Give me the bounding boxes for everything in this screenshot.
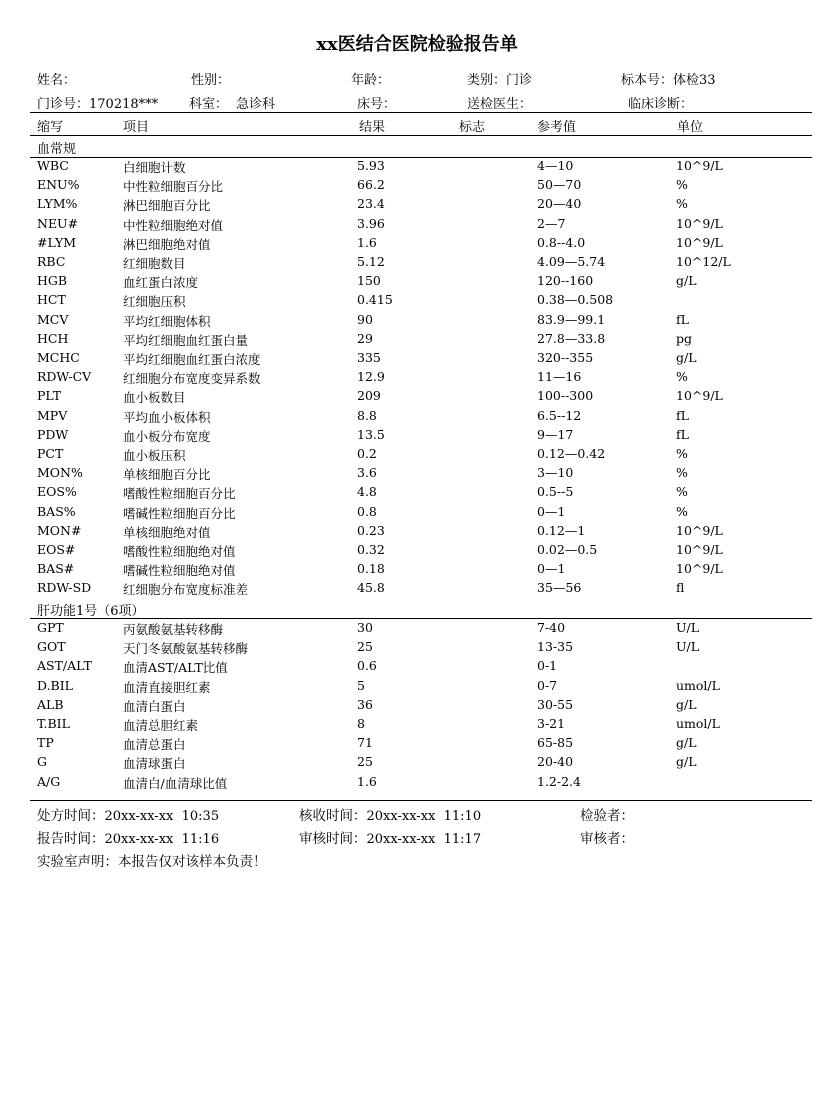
outpatient-no-label: 门诊号： xyxy=(37,97,90,112)
cell-result: 25 xyxy=(357,639,373,655)
bed-no-label: 床号： xyxy=(357,97,397,112)
table-row xyxy=(0,542,834,561)
cell-unit: % xyxy=(676,484,688,500)
review-time xyxy=(299,827,481,847)
cell-ref: 13-35 xyxy=(537,639,574,655)
cell-unit: % xyxy=(676,446,688,461)
footer-divider xyxy=(30,800,812,801)
col-header-name: 项目 xyxy=(123,120,150,135)
gender-field xyxy=(191,69,230,88)
cell-unit: % xyxy=(676,465,688,481)
receive-time-value: 20xx-xx-xx 11:10 xyxy=(366,809,482,824)
cell-name: 血红蛋白浓度 xyxy=(123,275,199,291)
cell-ref: 3—10 xyxy=(537,465,574,481)
table-row xyxy=(0,580,834,599)
cell-ref: 0.38—0.508 xyxy=(537,292,614,308)
cell-result: 0.32 xyxy=(357,542,385,557)
review-time-value: 20xx-xx-xx 11:17 xyxy=(366,832,482,847)
cell-name: 淋巴细胞绝对值 xyxy=(123,236,211,252)
cell-result: 209 xyxy=(357,388,381,404)
table-row xyxy=(0,678,834,697)
cell-code: HCT xyxy=(37,292,66,308)
bed-no-field xyxy=(357,93,396,112)
prescribe-time-value: 20xx-xx-xx 10:35 xyxy=(104,809,220,824)
cell-ref: 9—17 xyxy=(537,426,574,442)
table-row xyxy=(0,388,834,407)
cell-ref: 0-1 xyxy=(537,658,558,674)
col-header-flag: 标志 xyxy=(459,120,486,135)
cell-code: MON# xyxy=(37,522,82,538)
cell-code: G xyxy=(37,754,47,770)
cell-name: 红细胞分布宽度变异系数 xyxy=(123,371,261,387)
cell-name: 嗜酸性粒细胞百分比 xyxy=(123,486,236,502)
cell-ref: 0.8--4.0 xyxy=(537,234,586,250)
cell-code: A/G xyxy=(37,773,61,789)
cell-code: EOS# xyxy=(37,542,76,557)
cell-name: 血清白/血清球比值 xyxy=(123,775,228,791)
col-header-code: 缩写 xyxy=(37,120,64,135)
cell-unit: 10^9/L xyxy=(676,158,723,173)
column-header-divider xyxy=(30,135,812,136)
cell-code: RBC xyxy=(37,254,66,269)
cell-result: 150 xyxy=(357,273,381,289)
cell-unit: % xyxy=(676,503,688,519)
cell-unit: 10^9/L xyxy=(676,561,723,577)
cell-code: WBC xyxy=(37,158,69,173)
table-row xyxy=(0,350,834,369)
table-row xyxy=(0,697,834,716)
cell-name: 单核细胞百分比 xyxy=(123,467,211,483)
cell-unit: fL xyxy=(676,426,689,442)
cell-code: GOT xyxy=(37,639,66,655)
department-field xyxy=(189,93,275,112)
cell-unit: g/L xyxy=(676,754,697,770)
cell-unit: % xyxy=(676,369,688,385)
cell-code: PLT xyxy=(37,388,62,404)
category-label: 类别： xyxy=(467,73,507,88)
cell-name: 单核细胞绝对值 xyxy=(123,524,211,540)
cell-ref: 1.2-2.4 xyxy=(537,773,581,789)
cell-name: 血小板分布宽度 xyxy=(123,428,211,444)
cell-name: 血清AST/ALT比值 xyxy=(123,660,228,676)
cell-name: 中性粒细胞百分比 xyxy=(123,179,224,195)
specimen-value: 体检33 xyxy=(673,73,716,88)
cell-code: LYM% xyxy=(37,196,78,212)
cell-unit: 10^9/L xyxy=(676,522,723,538)
cell-unit: 10^9/L xyxy=(676,215,723,231)
cell-unit: g/L xyxy=(676,273,697,289)
cell-result: 12.9 xyxy=(357,369,385,385)
cell-unit: g/L xyxy=(676,696,697,712)
prescribe-time-label: 处方时间： xyxy=(37,808,105,824)
cell-unit: % xyxy=(676,196,688,212)
cell-code: PCT xyxy=(37,446,64,461)
cell-unit: U/L xyxy=(676,620,700,635)
cell-name: 天门冬氨酸氨基转移酶 xyxy=(123,641,249,657)
table-row xyxy=(0,754,834,773)
cell-unit: umol/L xyxy=(676,716,720,731)
cell-name: 平均红细胞血红蛋白浓度 xyxy=(123,352,261,367)
cell-ref: 120--160 xyxy=(537,273,594,289)
cell-result: 1.6 xyxy=(357,234,377,250)
col-header-ref: 参考值 xyxy=(537,120,577,135)
cell-result: 30 xyxy=(357,620,373,635)
cell-ref: 20-40 xyxy=(537,754,574,770)
prescribe-time xyxy=(37,804,219,824)
cell-name: 白细胞计数 xyxy=(123,160,186,175)
cell-ref: 7-40 xyxy=(537,620,566,635)
cell-ref: 4.09—5.74 xyxy=(537,254,606,269)
cell-result: 4.8 xyxy=(357,484,377,500)
cell-result: 5 xyxy=(357,677,365,693)
table-row xyxy=(0,716,834,735)
cell-unit: umol/L xyxy=(676,677,720,693)
department-value: 急诊科 xyxy=(236,97,276,112)
cell-code: MCHC xyxy=(37,350,80,365)
cell-unit: g/L xyxy=(676,350,697,365)
report-time-label: 报告时间： xyxy=(37,831,105,847)
cell-result: 36 xyxy=(357,696,373,712)
col-header-result: 结果 xyxy=(359,120,386,135)
cell-code: MPV xyxy=(37,407,68,423)
cell-code: ENU% xyxy=(37,177,80,193)
table-row xyxy=(0,235,834,254)
report-time xyxy=(37,827,219,847)
cell-unit: pg xyxy=(676,330,693,346)
cell-ref: 20—40 xyxy=(537,196,582,212)
cell-ref: 0.02—0.5 xyxy=(537,542,598,557)
report-title: xx医结合医院检验报告单 xyxy=(316,34,518,55)
cell-ref: 6.5--12 xyxy=(537,407,582,423)
table-row xyxy=(0,312,834,331)
cell-ref: 11—16 xyxy=(537,369,582,385)
specimen-field xyxy=(621,69,716,88)
cell-name: 淋巴细胞百分比 xyxy=(123,198,211,214)
cell-ref: 50—70 xyxy=(537,177,582,193)
cell-ref: 4—10 xyxy=(537,158,574,173)
cell-code: #LYM xyxy=(37,234,77,250)
cell-name: 血清白蛋白 xyxy=(123,698,186,714)
table-row xyxy=(0,504,834,523)
cell-ref: 0-7 xyxy=(537,677,558,693)
header-divider xyxy=(30,112,812,113)
cell-ref: 35—56 xyxy=(537,580,582,596)
cell-name: 血清球蛋白 xyxy=(123,756,186,772)
cell-name: 平均红细胞血红蛋白量 xyxy=(123,332,249,348)
cell-code: MON% xyxy=(37,465,83,481)
age-label: 年龄： xyxy=(351,73,391,88)
cell-code: D.BIL xyxy=(37,677,73,693)
name-label: 姓名： xyxy=(37,73,77,88)
cell-ref: 3-21 xyxy=(537,716,566,731)
table-row xyxy=(0,620,834,639)
table-row xyxy=(0,427,834,446)
outpatient-no-value: 170218*** xyxy=(89,97,159,112)
table-row xyxy=(0,292,834,311)
table-row xyxy=(0,254,834,273)
cell-result: 0.8 xyxy=(357,503,377,519)
cell-name: 红细胞数目 xyxy=(123,256,186,271)
cell-result: 0.2 xyxy=(357,446,377,461)
lab-statement: 实验室声明：本报告仅对该样本负责！ xyxy=(37,854,267,870)
cell-name: 丙氨酸氨基转移酶 xyxy=(123,622,224,637)
table-row xyxy=(0,196,834,215)
cell-result: 0.6 xyxy=(357,658,377,674)
section-divider xyxy=(30,618,812,619)
cell-result: 0.415 xyxy=(357,292,393,308)
cell-code: GPT xyxy=(37,620,64,635)
cell-code: T.BIL xyxy=(37,716,70,731)
report-time-value: 20xx-xx-xx 11:16 xyxy=(104,832,220,847)
cell-ref: 320--355 xyxy=(537,350,594,365)
cell-code: RDW-SD xyxy=(37,580,92,596)
table-row xyxy=(0,484,834,503)
cell-name: 血小板数目 xyxy=(123,390,186,406)
cell-result: 0.23 xyxy=(357,522,385,538)
cell-name: 血清总蛋白 xyxy=(123,737,186,753)
cell-code: ALB xyxy=(37,696,64,712)
cell-unit: g/L xyxy=(676,735,697,751)
table-row xyxy=(0,408,834,427)
tester-label: 检验者： xyxy=(580,808,634,824)
cell-name: 血清总胆红素 xyxy=(123,718,199,733)
name-field xyxy=(37,69,76,88)
cell-result: 45.8 xyxy=(357,580,385,596)
table-row xyxy=(0,658,834,677)
cell-code: MCV xyxy=(37,311,69,327)
col-header-unit: 单位 xyxy=(677,120,704,135)
table-row xyxy=(0,561,834,580)
receive-time xyxy=(299,804,481,824)
cell-name: 平均血小板体积 xyxy=(123,409,211,425)
cell-unit: U/L xyxy=(676,639,700,655)
cell-name: 血清直接胆红素 xyxy=(123,679,211,695)
table-row xyxy=(0,331,834,350)
cell-result: 3.96 xyxy=(357,215,385,231)
cell-ref: 0—1 xyxy=(537,503,566,519)
category-field xyxy=(467,69,532,88)
cell-result: 71 xyxy=(357,735,373,751)
cell-unit: 10^9/L xyxy=(676,234,723,250)
cell-unit: 10^12/L xyxy=(676,254,731,269)
cell-result: 5.93 xyxy=(357,158,385,173)
cell-code: EOS% xyxy=(37,484,77,500)
cell-name: 嗜酸性粒细胞绝对值 xyxy=(123,544,236,559)
cell-result: 335 xyxy=(357,350,381,365)
cell-unit: fl xyxy=(676,580,685,596)
cell-code: TP xyxy=(37,735,54,751)
cell-result: 3.6 xyxy=(357,465,377,481)
section-title-liver-function: 肝功能1号（6项） xyxy=(37,604,145,619)
cell-code: PDW xyxy=(37,426,69,442)
section-title-blood-routine: 血常规 xyxy=(37,142,77,157)
table-row xyxy=(0,177,834,196)
table-row xyxy=(0,639,834,658)
table-row xyxy=(0,216,834,235)
cell-unit: fL xyxy=(676,407,689,423)
gender-label: 性别： xyxy=(191,73,231,88)
table-row xyxy=(0,523,834,542)
cell-ref: 100--300 xyxy=(537,388,594,404)
cell-name: 红细胞分布宽度标准差 xyxy=(123,582,249,598)
cell-code: HCH xyxy=(37,330,69,346)
table-row xyxy=(0,446,834,465)
cell-result: 25 xyxy=(357,754,373,770)
cell-ref: 65-85 xyxy=(537,735,574,751)
cell-unit: 10^9/L xyxy=(676,542,723,557)
review-time-label: 审核时间： xyxy=(299,831,367,847)
cell-code: RDW-CV xyxy=(37,369,92,385)
cell-unit: % xyxy=(676,177,688,193)
cell-ref: 0.12—0.42 xyxy=(537,446,606,461)
cell-code: NEU# xyxy=(37,215,79,231)
cell-result: 0.18 xyxy=(357,561,385,577)
cell-result: 1.6 xyxy=(357,773,377,789)
cell-ref: 2—7 xyxy=(537,215,566,231)
cell-code: AST/ALT xyxy=(37,658,92,674)
cell-ref: 83.9—99.1 xyxy=(537,311,606,327)
table-row xyxy=(0,273,834,292)
cell-result: 23.4 xyxy=(357,196,385,212)
cell-ref: 30-55 xyxy=(537,696,574,712)
table-row xyxy=(0,465,834,484)
doctor-label: 送检医生： xyxy=(467,97,533,112)
cell-code: BAS# xyxy=(37,561,75,577)
cell-result: 66.2 xyxy=(357,177,385,193)
cell-name: 中性粒细胞绝对值 xyxy=(123,217,224,233)
table-row xyxy=(0,774,834,793)
doctor-field xyxy=(467,93,532,112)
cell-ref: 27.8—33.8 xyxy=(537,330,606,346)
cell-result: 8.8 xyxy=(357,407,377,423)
cell-code: HGB xyxy=(37,273,68,289)
age-field xyxy=(351,69,390,88)
cell-name: 平均红细胞体积 xyxy=(123,313,211,329)
cell-result: 5.12 xyxy=(357,254,385,269)
diagnosis-field xyxy=(628,93,693,112)
cell-name: 血小板压积 xyxy=(123,448,186,463)
cell-unit: 10^9/L xyxy=(676,388,723,404)
cell-result: 8 xyxy=(357,716,365,731)
cell-ref: 0—1 xyxy=(537,561,566,577)
category-value: 门诊 xyxy=(506,73,533,88)
cell-ref: 0.12—1 xyxy=(537,522,586,538)
receive-time-label: 核收时间： xyxy=(299,808,367,824)
specimen-label: 标本号： xyxy=(621,73,674,88)
cell-result: 90 xyxy=(357,311,373,327)
cell-ref: 0.5--5 xyxy=(537,484,574,500)
cell-result: 13.5 xyxy=(357,426,385,442)
cell-code: BAS% xyxy=(37,503,76,519)
table-row xyxy=(0,369,834,388)
diagnosis-label: 临床诊断： xyxy=(628,97,694,112)
table-row xyxy=(0,735,834,754)
department-label: 科室： xyxy=(189,97,229,112)
outpatient-no-field xyxy=(37,93,158,112)
table-row xyxy=(0,158,834,177)
cell-unit: fL xyxy=(676,311,689,327)
cell-name: 嗜碱性粒细胞百分比 xyxy=(123,505,236,521)
cell-name: 嗜碱性粒细胞绝对值 xyxy=(123,563,236,579)
reviewer-label: 审核者： xyxy=(580,831,634,847)
cell-result: 29 xyxy=(357,330,373,346)
cell-name: 红细胞压积 xyxy=(123,294,186,310)
